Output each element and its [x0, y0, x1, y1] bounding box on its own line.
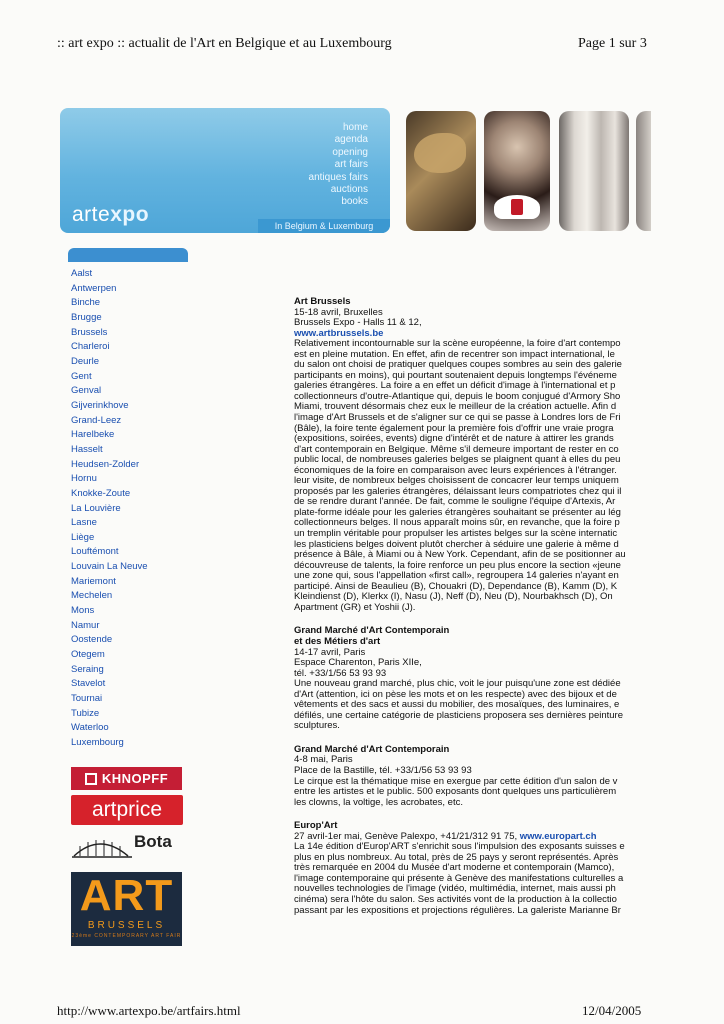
- article-line-text: Place de la Bastille, tél. +33/1/56 53 93 93: [294, 764, 472, 776]
- banner-photo-3: [559, 111, 629, 231]
- sidebar-tab: [68, 248, 188, 262]
- art-brussels-sub: BRUSSELS: [87, 920, 166, 931]
- city-link[interactable]: Seraing: [71, 663, 104, 675]
- print-header-title: :: art expo :: actualit de l'Art en Belgique et au Luxembourg: [57, 36, 392, 51]
- article-line-text: Grand Marché d'Art Contemporain: [294, 625, 450, 637]
- article-line-text: cinéma) sera l'hôte du salon. Ses activités vont de la production à la collectio: [294, 893, 617, 905]
- bota-ad[interactable]: [70, 830, 186, 860]
- article-line-text: www.artbrussels.be: [294, 327, 384, 339]
- article: [294, 626, 651, 731]
- city-link[interactable]: Gent: [71, 370, 92, 382]
- article-line-text: Brussels Expo - Halls 11 & 12,: [294, 317, 422, 329]
- article-line-text: Espace Charenton, Paris XIIe,: [294, 657, 422, 669]
- print-footer-date: 12/04/2005: [582, 1003, 642, 1018]
- article-line-text: une zone qui, sous l'appellation «first call», regroupera 14 galeries n'ayant en: [294, 570, 619, 582]
- art-brussels-ad[interactable]: [71, 872, 182, 946]
- article-line-text: est en pleine mutation. En effet, afin de recentrer son impact international, le: [294, 348, 615, 360]
- article-line-text: 4-8 mai, Paris: [294, 754, 353, 766]
- article-line-text: de se rendre durant l'année. De fait, comme le souligne l'équipe d'Artexis, Ar: [294, 496, 616, 508]
- article-line-text: présence à Bâle, à Miami ou à New York. Cependant, afin de se positionner au: [294, 549, 626, 561]
- logo-part-b: xpo: [110, 203, 150, 226]
- banner-photo-2: [484, 111, 550, 231]
- article-line-text: nouvelles technologies de l'image (vidéo, multimédia, internet, mais aussi ph: [294, 883, 616, 895]
- article-line-text: les clowns, la voltige, les acrobates, etc.: [294, 796, 463, 808]
- city-link[interactable]: Oostende: [71, 634, 113, 646]
- city-link[interactable]: Tubize: [71, 707, 100, 719]
- city-link[interactable]: Knokke-Zoute: [71, 487, 131, 499]
- city-link[interactable]: Namur: [71, 619, 100, 631]
- article-line-text: Le cirque est la thématique mise en exergue par cette édition d'un salon de v: [294, 775, 618, 787]
- article-text: [294, 711, 651, 722]
- city-link[interactable]: Otegem: [71, 649, 105, 661]
- article: [294, 297, 651, 613]
- banner-photo-4: [636, 111, 651, 231]
- khnopff-label: KHNOPFF: [101, 771, 169, 786]
- city-link[interactable]: Mechelen: [71, 590, 113, 602]
- banner-menu: [309, 122, 368, 209]
- article-line-text: passant par les expositions et projections régulières. La galeriste Marianne Br: [294, 904, 621, 916]
- article-line-text: (expositions, soirées, events) digne d'intérêt et de nature à attirer les grands: [294, 433, 614, 445]
- city-link[interactable]: Louvain La Neuve: [71, 561, 148, 573]
- article-line-text: les plasticiens belges doivent plutôt chercher à séduire une galerie à même d: [294, 538, 619, 550]
- city-link[interactable]: Hasselt: [71, 443, 103, 455]
- article-line-text: 15-18 avril, Bruxelles: [294, 306, 383, 318]
- art-brussels-tiny: 23ème CONTEMPORARY ART FAIR: [71, 933, 182, 939]
- city-link[interactable]: Binche: [71, 297, 101, 309]
- article-line-text: proposés par les galeries étrangères, délaissant leurs compatriotes chez qui il: [294, 485, 622, 497]
- article-line-text: d'art contemporain en Belgique. Même s'il demeure important de rester en co: [294, 443, 619, 455]
- article-text: [294, 798, 651, 809]
- city-link[interactable]: Luxembourg: [71, 737, 124, 748]
- article-line-text: Miami, trouvent désormais chez eux le meilleur de la création actuelle. Afin d: [294, 401, 617, 413]
- city-link[interactable]: Deurle: [71, 355, 99, 367]
- banner-menu-item[interactable]: antiques fairs: [308, 171, 368, 183]
- bota-building-icon: [70, 830, 134, 860]
- banner-menu-item[interactable]: agenda: [334, 134, 368, 146]
- article-text: [294, 603, 651, 614]
- city-link[interactable]: Mariemont: [71, 575, 116, 587]
- logo-part-a: arte: [72, 203, 111, 226]
- article-line-text: économiques de la foire en comparaison avec leurs expériences à l'étranger.: [294, 464, 617, 476]
- city-link[interactable]: Genval: [71, 385, 102, 397]
- city-link[interactable]: Harelbeke: [71, 429, 115, 441]
- article-line-text: leur visite, de nombreux belges choisissent de concacrer leur temps uniquem: [294, 475, 619, 487]
- city-link[interactable]: Lasne: [71, 517, 97, 529]
- article-line-text: du salon ont choisi de pratiquer quelques coupes sombres au sein des galerie: [294, 359, 622, 371]
- article-line-text: collectionneurs belges. Il nous apparaît moins sûr, en revanche, que la foire p: [294, 517, 620, 529]
- city-link[interactable]: Heudsen-Zolder: [71, 458, 140, 470]
- artprice-ad[interactable]: artprice: [71, 795, 183, 825]
- artexpo-banner: [60, 108, 390, 233]
- article-list: [294, 297, 651, 929]
- article-line-text: galeries étrangères. La foire a en effet un déficit d'image à l'international et p: [294, 380, 616, 392]
- article-line-text: et des Métiers d'art: [294, 635, 381, 647]
- banner-photo-1: [406, 111, 476, 231]
- article-line-text: l'image d'Art Brussels et de s'aligner sur ce qui se passe à Londres lors de Fri: [294, 412, 621, 424]
- article-line-text: défilés, une certaine catégorie de plasticiens proposera ses dernières peinture: [294, 709, 624, 721]
- art-brussels-big: ART: [79, 871, 174, 920]
- city-link[interactable]: Gijverinkhove: [71, 399, 129, 411]
- city-link[interactable]: Brussels: [71, 326, 108, 338]
- banner-menu-item[interactable]: opening: [332, 146, 368, 158]
- article-line-text: plate-forme idéale pour les galeries étrangères souhaitant se présenter au lég: [294, 506, 621, 518]
- city-link[interactable]: Grand-Leez: [71, 414, 122, 426]
- city-link[interactable]: Aalst: [71, 268, 93, 279]
- article-line-text: entre les artistes et le public. 500 exposants dont quelques uns particulièrem: [294, 786, 617, 798]
- bota-label: Bota: [134, 832, 172, 851]
- city-link[interactable]: Tournai: [71, 693, 103, 705]
- city-link[interactable]: Charleroi: [71, 341, 110, 353]
- article-line-text: sculptures.: [294, 720, 340, 732]
- article-line-text: l'image contemporaine qui présente à Genève des manifestations culturelles a: [294, 872, 624, 884]
- artexpo-logo[interactable]: [72, 203, 149, 227]
- article-line-text: Une nouveau grand marché, plus chic, voit le jour puisqu'une zone est dédiée: [294, 678, 621, 690]
- print-header-page: Page 1 sur 3: [578, 36, 647, 51]
- region-label: In Belgium & Luxemburg: [258, 219, 390, 233]
- article-inline-link[interactable]: www.europart.ch: [519, 830, 597, 842]
- banner-menu-item[interactable]: home: [342, 122, 368, 133]
- article-line-text: collectionneurs d'outre-Atlantique qui, depuis le boom conjugué d'Armory Sho: [294, 390, 621, 402]
- article-line-text: Relativement incontournable sur la scène européenne, la foire d'art contempo: [294, 338, 621, 350]
- article-line-text: vêtements et des sacs et aussi du mobilier, des mosaïques, des luminaires, e: [294, 699, 620, 711]
- city-link[interactable]: Liège: [71, 531, 95, 543]
- article-line-text: Grand Marché d'Art Contemporain: [294, 743, 450, 755]
- article-line-text: participants en moins), qui pourtant soutenaient depuis longtemps l'événeme: [294, 369, 617, 381]
- article-text: [294, 906, 651, 917]
- article-text: [294, 721, 651, 732]
- banner-menu-item[interactable]: art fairs: [334, 159, 368, 171]
- article-line-text: Art Brussels: [294, 297, 351, 307]
- article-line-text: découvreuse de talents, la foire renforce un peu plus encore la section «jeune: [294, 559, 621, 571]
- article-line-text: public local, de nombreuses galeries belges se plaignent quant à elles du peu: [294, 454, 621, 466]
- article: [294, 745, 651, 808]
- khnopff-ad[interactable]: [71, 767, 182, 790]
- banner-menu-item[interactable]: auctions: [330, 184, 368, 196]
- article-line-text: tél. +33/1/56 53 93 93: [294, 667, 387, 679]
- article-line-text: (Bâle), la foire tente également pour la première fois d'offrir une vraie progra: [294, 422, 614, 434]
- article-line-text: 14-17 avril, Paris: [294, 646, 366, 658]
- city-link[interactable]: Louftémont: [71, 546, 119, 558]
- article: [294, 821, 651, 916]
- article-line-text: participé. Ainsi de Beaulieu (B), Chouakri (D), Dependance (B), Kamm (D), K: [294, 580, 618, 592]
- city-link[interactable]: Antwerpen: [71, 282, 117, 294]
- khnopff-icon: [85, 773, 97, 785]
- city-link[interactable]: Hornu: [71, 473, 97, 485]
- city-link[interactable]: Stavelot: [71, 678, 106, 690]
- article-line-text: très remarquée en 2004 du Musée d'art moderne et contemporain (Mamco),: [294, 862, 615, 874]
- article-line-text: d'Art (attention, ici on pèse les mots et on les respecte) avec des bijoux et de: [294, 688, 617, 700]
- print-footer-url: http://www.artexpo.be/artfairs.html: [57, 1003, 241, 1018]
- banner-menu-item[interactable]: books: [341, 196, 368, 208]
- city-link[interactable]: La Louvière: [71, 502, 121, 514]
- article-line-text: 27 avril-1er mai, Genève Palexpo, +41/21/312 91 75,: [294, 830, 520, 842]
- article-line-text: plus en plus nombreux. Au total, près de 25 pays y seront représentés. Après: [294, 851, 619, 863]
- article-line-text: Kleindienst (D), Klerkx (I), Nasu (J), Neff (D), Neu (D), Nourbakhsch (D), On: [294, 591, 613, 603]
- city-link[interactable]: Brugge: [71, 311, 102, 323]
- city-list: [71, 267, 148, 751]
- city-link[interactable]: Mons: [71, 605, 95, 617]
- article-line-text: Apartment (GR) et Yoshii (J).: [294, 601, 416, 613]
- article-line-text: La 14e édition d'Europ'ART s'enrichit sous l'impulsion des exposants suisses e: [294, 841, 625, 853]
- article-line-text: un tremplin véritable pour propulser les artistes belges sur la scène internatic: [294, 528, 618, 540]
- city-link[interactable]: Waterloo: [71, 722, 109, 734]
- article-line-text: Europ'Art: [294, 820, 338, 832]
